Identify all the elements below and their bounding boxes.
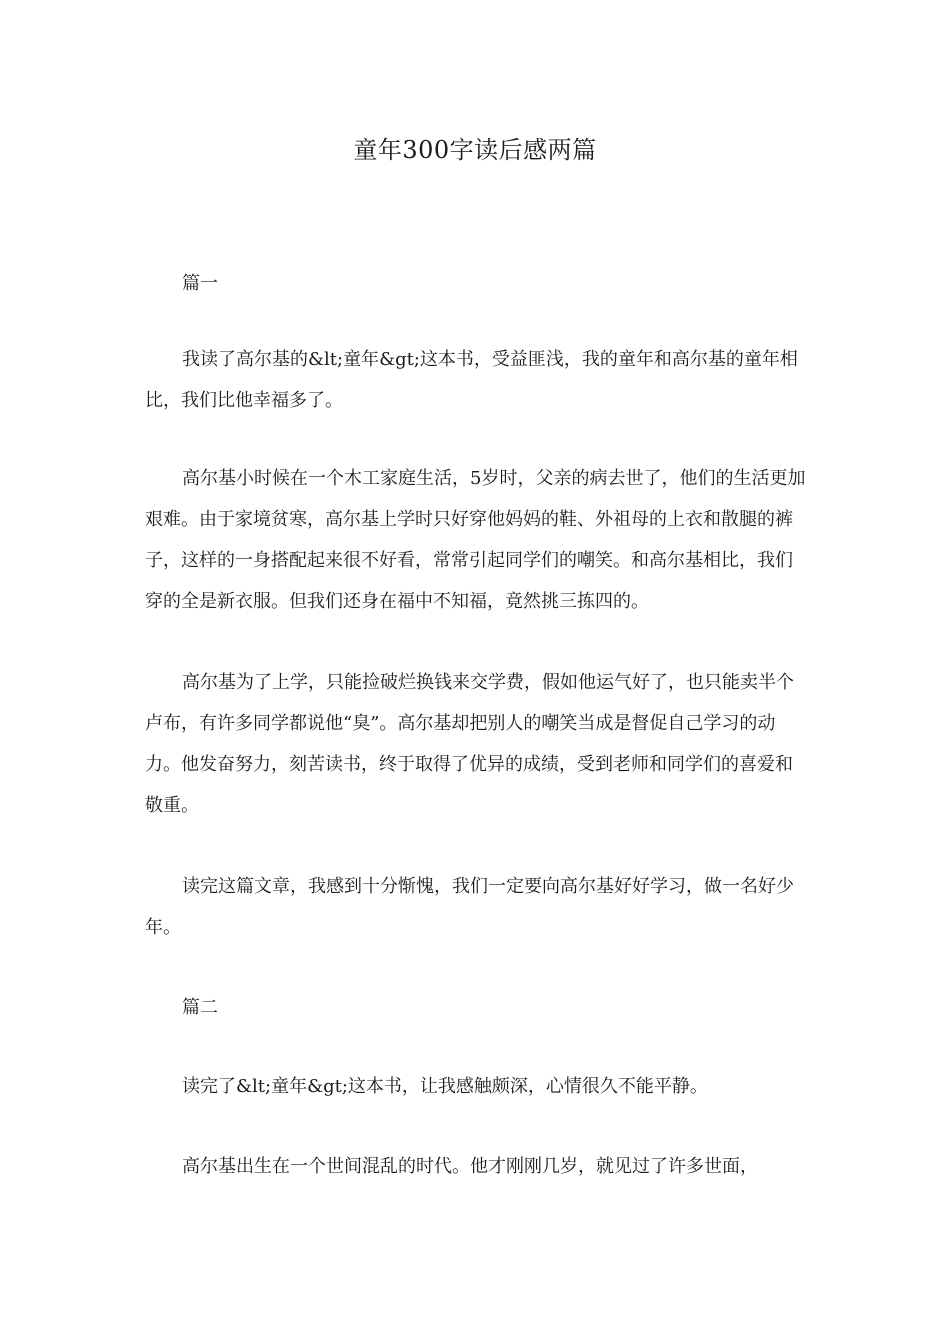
paragraph: 读完这篇文章，我感到十分惭愧，我们一定要向高尔基好好学习，做一名好少年。 <box>145 876 794 938</box>
paragraph: 高尔基为了上学，只能捡破烂换钱来交学费，假如他运气好了，也只能卖半个卢布，有许多同学都说他“臭”。高尔基却把别人的嘲笑当成是督促自己学习的动力。他发奋努力，刻苦读书，终于取得了优异的成绩，受到老师和同学们的喜爱和敬重。 <box>145 672 794 816</box>
document-title: 童年300字读后感两篇 <box>353 136 597 164</box>
paragraph: 读完了&lt;童年&gt;这本书，让我感触颇深，心情很久不能平静。 <box>182 1076 708 1097</box>
section-heading: 篇一 <box>182 273 218 294</box>
paragraph: 我读了高尔基的&lt;童年&gt;这本书，受益匪浅，我的童年和高尔基的童年相比，我们比他幸福多了。 <box>145 349 798 411</box>
paragraph: 高尔基出生在一个世间混乱的时代。他才刚刚几岁，就见过了许多世面， <box>182 1156 758 1177</box>
section-heading: 篇二 <box>182 997 218 1018</box>
paragraph: 高尔基小时候在一个木工家庭生活，5岁时，父亲的病去世了，他们的生活更加艰难。由于家境贫寒，高尔基上学时只好穿他妈妈的鞋、外祖母的上衣和散腿的裤子，这样的一身搭配起来很不好看，常常引起同学们的嘲笑。和高尔基相比，我们穿的全是新衣服。但我们还身在福中不知福，竟然挑三拣四的。 <box>145 468 806 612</box>
